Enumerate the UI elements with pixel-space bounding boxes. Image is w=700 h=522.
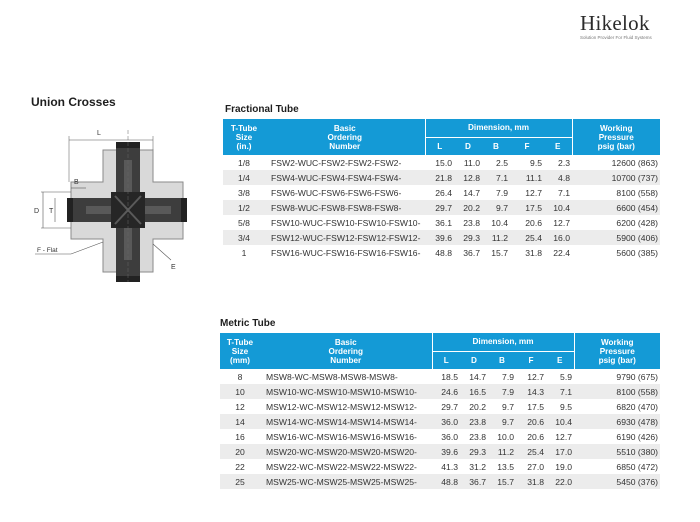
cell-number: MSW25-WC-MSW25-MSW25-MSW25- bbox=[260, 474, 432, 489]
cell-d: 12.8 bbox=[454, 170, 482, 185]
cell-l: 39.6 bbox=[432, 444, 460, 459]
dim-F-header: F bbox=[516, 351, 546, 369]
cell-number: MSW20-WC-MSW20-MSW20-MSW20- bbox=[260, 444, 432, 459]
cell-b: 11.2 bbox=[482, 230, 510, 245]
cell-e: 12.7 bbox=[555, 431, 572, 442]
cell-f: 31.8 bbox=[525, 247, 542, 258]
cell-d: 14.7 bbox=[469, 371, 486, 382]
cell-f: 31.8 bbox=[516, 474, 546, 489]
dim-F-header: F bbox=[510, 137, 544, 155]
cell-number: MSW22-WC-MSW22-MSW22-MSW22- bbox=[266, 461, 417, 472]
table-row bbox=[220, 414, 660, 429]
cell-pressure: 10700 (737) bbox=[572, 170, 660, 185]
cell-d: 23.8 bbox=[463, 217, 480, 228]
cell-d: 23.8 bbox=[460, 414, 488, 429]
cell-f: 17.5 bbox=[510, 200, 544, 215]
cell-d: 16.5 bbox=[460, 384, 488, 399]
union-cross-drawing bbox=[31, 122, 196, 282]
cell-f: 27.0 bbox=[527, 461, 544, 472]
table-row bbox=[223, 185, 660, 200]
cell-size: 12 bbox=[235, 401, 245, 412]
fractional-tube-table bbox=[223, 119, 660, 260]
cell-size: 1/8 bbox=[238, 157, 250, 168]
table-row bbox=[223, 155, 660, 170]
cell-number: FSW2-WUC-FSW2-FSW2-FSW2- bbox=[271, 157, 402, 168]
cell-number: FSW4-WUC-FSW4-FSW4-FSW4- bbox=[265, 170, 425, 185]
table-row bbox=[223, 215, 660, 230]
cell-e: 7.1 bbox=[558, 187, 570, 198]
cell-f: 25.4 bbox=[510, 230, 544, 245]
dim-B-header: B bbox=[488, 351, 516, 369]
dimension-header: Dimension, mm bbox=[432, 333, 574, 351]
table-row bbox=[220, 444, 660, 459]
cell-l: 48.8 bbox=[432, 474, 460, 489]
cell-pressure: 6850 (472) bbox=[616, 461, 658, 472]
tube-end-left bbox=[67, 198, 73, 222]
cell-size: 1 bbox=[241, 247, 247, 258]
pressure-header: Working Pressure psig (bar) bbox=[574, 333, 660, 369]
table-row bbox=[223, 245, 660, 260]
cell-size: 8 bbox=[237, 371, 243, 382]
section-title: Union Crosses bbox=[31, 95, 116, 109]
brand-logo bbox=[580, 12, 680, 40]
cell-l: 36.0 bbox=[432, 414, 460, 429]
dim-D-header: D bbox=[454, 137, 482, 155]
cell-f: 20.6 bbox=[525, 217, 542, 228]
cell-pressure: 6190 (426) bbox=[616, 431, 658, 442]
cell-e: 12.7 bbox=[553, 217, 570, 228]
cell-f: 14.3 bbox=[516, 384, 546, 399]
cell-b: 7.1 bbox=[482, 170, 510, 185]
cell-number: MSW12-WC-MSW12-MSW12-MSW12- bbox=[266, 401, 417, 412]
table-row bbox=[220, 429, 660, 444]
cell-e: 10.4 bbox=[546, 414, 574, 429]
dim-D-header: D bbox=[460, 351, 488, 369]
cell-number: FSW16-WUC-FSW16-FSW16-FSW16- bbox=[271, 247, 421, 258]
cell-l: 36.0 bbox=[441, 431, 458, 442]
dim-D-label: D bbox=[34, 208, 40, 215]
table-row bbox=[223, 200, 660, 215]
metric-tube-table bbox=[220, 333, 660, 489]
cell-size: 1/4 bbox=[223, 170, 265, 185]
cell-b: 7.9 bbox=[502, 371, 514, 382]
cell-e: 5.9 bbox=[560, 371, 572, 382]
cell-e: 17.0 bbox=[546, 444, 574, 459]
cell-f: 12.7 bbox=[525, 187, 542, 198]
cell-l: 48.8 bbox=[435, 247, 452, 258]
cell-size: 3/4 bbox=[223, 230, 265, 245]
cell-number: FSW10-WUC-FSW10-FSW10-FSW10- bbox=[271, 217, 421, 228]
cell-pressure: 6930 (478) bbox=[574, 414, 660, 429]
cell-f: 20.6 bbox=[516, 414, 546, 429]
cell-e: 7.1 bbox=[546, 384, 574, 399]
cell-l: 29.7 bbox=[425, 200, 454, 215]
cell-d: 23.8 bbox=[469, 431, 486, 442]
cell-b: 2.5 bbox=[496, 157, 508, 168]
cell-size: 22 bbox=[235, 461, 245, 472]
cell-d: 31.2 bbox=[469, 461, 486, 472]
dim-F-leader bbox=[71, 242, 103, 254]
cell-pressure: 8100 (558) bbox=[574, 384, 660, 399]
cell-l: 29.7 bbox=[441, 401, 458, 412]
cell-l: 41.3 bbox=[441, 461, 458, 472]
cell-d: 11.0 bbox=[463, 157, 480, 168]
dim-E-leader bbox=[153, 244, 171, 260]
dim-B-label: B bbox=[74, 179, 79, 186]
cell-size: 14 bbox=[220, 414, 260, 429]
cell-b: 15.7 bbox=[488, 474, 516, 489]
cell-l: 26.4 bbox=[435, 187, 452, 198]
cell-size: 3/8 bbox=[238, 187, 250, 198]
tube-end-right bbox=[181, 198, 187, 222]
cell-e: 22.0 bbox=[546, 474, 574, 489]
cell-b: 10.0 bbox=[497, 431, 514, 442]
basic-ordering-header: Basic Ordering Number bbox=[265, 119, 425, 155]
cell-l: 18.5 bbox=[441, 371, 458, 382]
cell-f: 11.1 bbox=[510, 170, 544, 185]
cell-size: 10 bbox=[220, 384, 260, 399]
cell-e: 9.5 bbox=[560, 401, 572, 412]
cell-b: 10.4 bbox=[491, 217, 508, 228]
cell-d: 36.7 bbox=[460, 474, 488, 489]
cell-pressure: 6200 (428) bbox=[616, 217, 658, 228]
cell-d: 14.7 bbox=[463, 187, 480, 198]
cell-number: FSW8-WUC-FSW8-FSW8-FSW8- bbox=[265, 200, 425, 215]
cell-d: 20.2 bbox=[454, 200, 482, 215]
cell-b: 9.7 bbox=[502, 401, 514, 412]
table-row bbox=[223, 170, 660, 185]
cell-e: 16.0 bbox=[544, 230, 572, 245]
cell-b: 15.7 bbox=[491, 247, 508, 258]
cell-b: 11.2 bbox=[488, 444, 516, 459]
brand-tagline: Solution Provider For Fluid Systems bbox=[580, 35, 652, 40]
cell-pressure: 6600 (454) bbox=[572, 200, 660, 215]
cell-l: 21.8 bbox=[425, 170, 454, 185]
cell-e: 2.3 bbox=[558, 157, 570, 168]
cell-number: MSW10-WC-MSW10-MSW10-MSW10- bbox=[260, 384, 432, 399]
dim-E-header: E bbox=[546, 351, 574, 369]
cell-b: 7.9 bbox=[488, 384, 516, 399]
cell-f: 12.7 bbox=[527, 371, 544, 382]
dim-F-label: F - Flat bbox=[37, 247, 58, 254]
cell-b: 13.5 bbox=[497, 461, 514, 472]
cell-f: 25.4 bbox=[516, 444, 546, 459]
dim-L-header: L bbox=[432, 351, 460, 369]
cell-b: 7.9 bbox=[496, 187, 508, 198]
cell-l: 39.6 bbox=[425, 230, 454, 245]
table-row bbox=[220, 369, 660, 384]
cell-e: 4.8 bbox=[544, 170, 572, 185]
cell-d: 29.3 bbox=[454, 230, 482, 245]
table-row bbox=[223, 230, 660, 245]
dim-E-header: E bbox=[544, 137, 572, 155]
cell-e: 19.0 bbox=[555, 461, 572, 472]
cell-pressure: 9790 (675) bbox=[616, 371, 658, 382]
table-row bbox=[220, 459, 660, 474]
cell-number: FSW6-WUC-FSW6-FSW6-FSW6- bbox=[271, 187, 402, 198]
dim-E-label: E bbox=[171, 264, 176, 271]
cell-size: 16 bbox=[235, 431, 245, 442]
cell-pressure: 5600 (385) bbox=[616, 247, 658, 258]
table-row bbox=[220, 474, 660, 489]
cell-number: MSW16-WC-MSW16-MSW16-MSW16- bbox=[266, 431, 417, 442]
metric-table-title: Metric Tube bbox=[220, 318, 276, 329]
cell-pressure: 5450 (376) bbox=[574, 474, 660, 489]
table-row bbox=[220, 384, 660, 399]
cell-size: 20 bbox=[220, 444, 260, 459]
brand-name: Hikelok bbox=[580, 11, 650, 35]
cell-b: 9.7 bbox=[488, 414, 516, 429]
cell-e: 22.4 bbox=[553, 247, 570, 258]
cell-pressure: 8100 (558) bbox=[616, 187, 658, 198]
cell-number: MSW14-WC-MSW14-MSW14-MSW14- bbox=[260, 414, 432, 429]
cell-f: 17.5 bbox=[527, 401, 544, 412]
cell-d: 29.3 bbox=[460, 444, 488, 459]
cell-pressure: 12600 (863) bbox=[611, 157, 658, 168]
fractional-table-title: Fractional Tube bbox=[225, 104, 299, 115]
cell-pressure: 5900 (406) bbox=[572, 230, 660, 245]
cell-l: 15.0 bbox=[435, 157, 452, 168]
dim-L-label: L bbox=[97, 130, 101, 137]
cell-l: 24.6 bbox=[432, 384, 460, 399]
cell-f: 9.5 bbox=[530, 157, 542, 168]
dimension-header: Dimension, mm bbox=[425, 119, 572, 137]
size-header: T-Tube Size (mm) bbox=[220, 333, 260, 369]
dim-L-header: L bbox=[425, 137, 454, 155]
cell-pressure: 6820 (470) bbox=[616, 401, 658, 412]
basic-ordering-header: Basic Ordering Number bbox=[260, 333, 432, 369]
cell-size: 1/2 bbox=[223, 200, 265, 215]
pressure-header: Working Pressure psig (bar) bbox=[572, 119, 660, 155]
cell-b: 9.7 bbox=[482, 200, 510, 215]
cell-e: 10.4 bbox=[544, 200, 572, 215]
cell-pressure: 5510 (380) bbox=[574, 444, 660, 459]
cell-l: 36.1 bbox=[435, 217, 452, 228]
cell-number: FSW12-WUC-FSW12-FSW12-FSW12- bbox=[265, 230, 425, 245]
dim-T-label: T bbox=[49, 208, 54, 215]
size-header: T-Tube Size (in.) bbox=[223, 119, 265, 155]
cell-size: 5/8 bbox=[238, 217, 250, 228]
dim-B-header: B bbox=[482, 137, 510, 155]
cell-d: 36.7 bbox=[463, 247, 480, 258]
table-row bbox=[220, 399, 660, 414]
cell-size: 25 bbox=[220, 474, 260, 489]
cell-d: 20.2 bbox=[469, 401, 486, 412]
cell-f: 20.6 bbox=[527, 431, 544, 442]
cell-number: MSW8-WC-MSW8-MSW8-MSW8- bbox=[266, 371, 398, 382]
